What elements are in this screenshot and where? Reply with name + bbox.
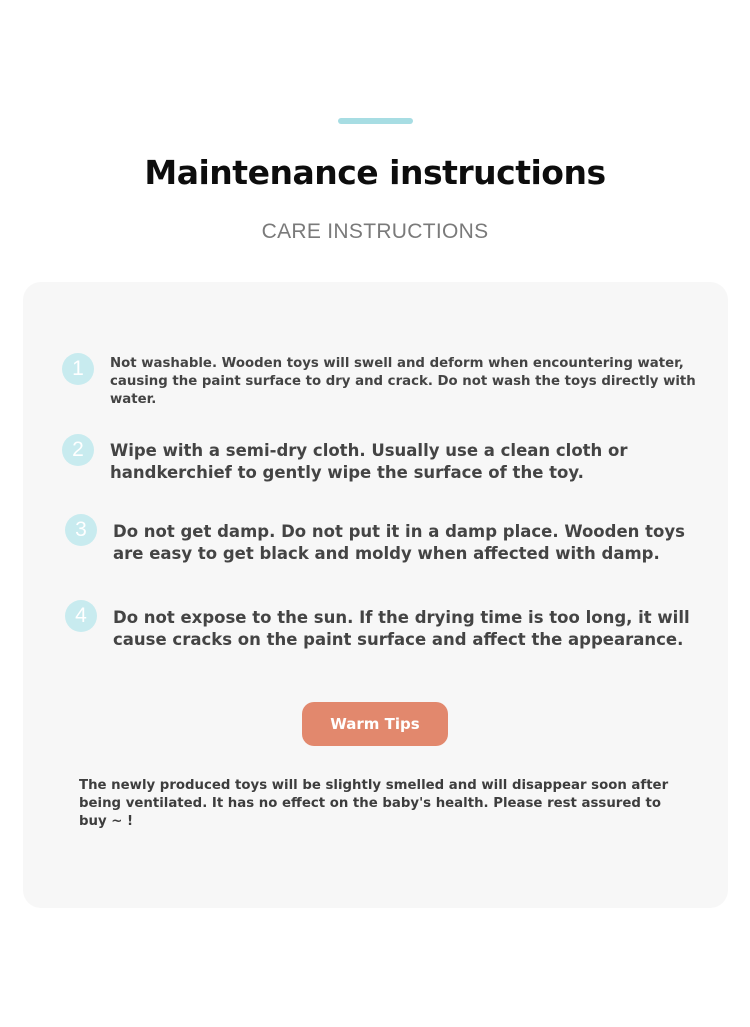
instruction-item-4 bbox=[65, 600, 713, 651]
instruction-text-2: Wipe with a semi-dry cloth. Usually use a clean cloth or handkerchief to gently wipe the surface of the toy. bbox=[110, 441, 628, 482]
title-accent-bar bbox=[338, 118, 413, 124]
page-subtitle: CARE INSTRUCTIONS bbox=[261, 220, 489, 243]
instruction-text-1: Not washable. Wooden toys will swell and deform when encountering water, causing the paint surface to dry and crack. Do not wash the toys directly with water. bbox=[110, 356, 696, 407]
number-badge-2: 2 bbox=[62, 434, 94, 466]
page-title: Maintenance instructions bbox=[144, 153, 606, 192]
number-badge-3: 3 bbox=[65, 514, 97, 546]
warm-tips-note: The newly produced toys will be slightly smelled and will disappear soon after being ventilated. It has no effect on the baby's health. Please rest assured to buy ~ ! bbox=[79, 778, 669, 829]
number-badge-4: 4 bbox=[65, 600, 97, 632]
instruction-item-3 bbox=[65, 514, 718, 565]
number-badge-1: 1 bbox=[62, 353, 94, 385]
warm-tips-button[interactable]: Warm Tips bbox=[302, 702, 448, 746]
instruction-item-1 bbox=[62, 353, 700, 409]
instruction-text-3: Do not get damp. Do not put it in a damp place. Wooden toys are easy to get black and moldy when affected with damp. bbox=[113, 522, 685, 563]
instruction-text-4: Do not expose to the sun. If the drying time is too long, it will cause cracks on the paint surface and affect the appearance. bbox=[113, 608, 690, 649]
instruction-item-2 bbox=[62, 434, 710, 484]
